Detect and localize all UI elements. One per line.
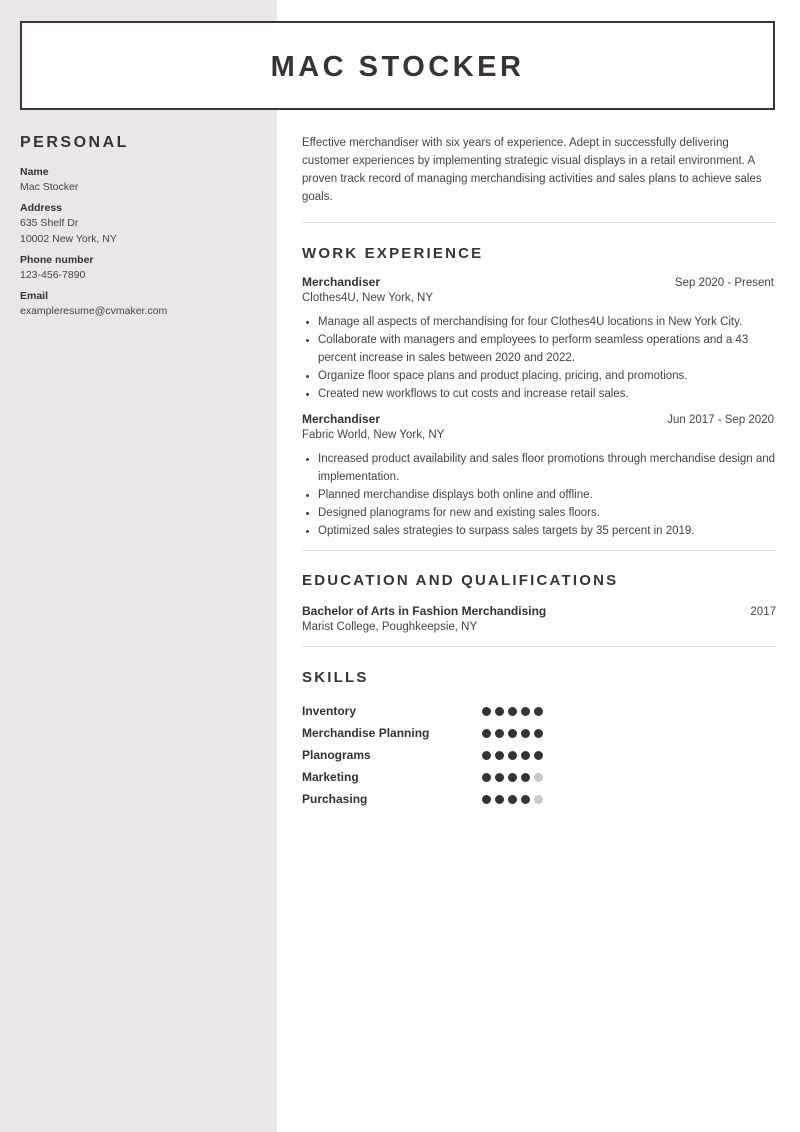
skill-row — [302, 722, 776, 744]
name-label: Name — [20, 166, 49, 178]
degree-name: Bachelor of Arts in Fashion Merchandising — [302, 604, 547, 618]
rating-dot-filled — [534, 751, 543, 760]
address-label: Address — [20, 202, 63, 214]
job-bullets — [302, 450, 776, 540]
job-date: Jun 2017 - Sep 2020 — [667, 414, 774, 426]
skill-name: Merchandise Planning — [302, 726, 430, 740]
rating-dot-filled — [495, 751, 504, 760]
address-line-2: 10002 New York, NY — [20, 233, 117, 245]
work-experience-section — [302, 245, 776, 551]
phone-value: 123-456-7890 — [20, 269, 86, 281]
job-title: Merchandiser — [302, 275, 381, 289]
skill-row — [302, 700, 776, 722]
rating-dot-filled — [508, 751, 517, 760]
skill-name: Inventory — [302, 704, 357, 718]
skill-row — [302, 788, 776, 810]
education-section — [302, 551, 776, 647]
personal-section — [20, 134, 265, 325]
school-name: Marist College, Poughkeepsie, NY — [302, 621, 478, 633]
work-experience-title: WORK EXPERIENCE — [302, 245, 484, 262]
skills-section — [302, 647, 776, 810]
education-year: 2017 — [750, 606, 776, 618]
address-line-1: 635 Shelf Dr — [20, 217, 79, 229]
personal-title: PERSONAL — [20, 134, 129, 151]
email-value: exampleresume@cvmaker.com — [20, 305, 168, 317]
name-value: Mac Stocker — [20, 181, 79, 193]
bullet-item: • Created new workflows to cut costs and increase retail sales. — [318, 385, 776, 403]
rating-dot-filled — [508, 729, 517, 738]
rating-dot-filled — [482, 751, 491, 760]
skill-rating — [482, 795, 543, 804]
rating-dot-filled — [508, 795, 517, 804]
education-title: EDUCATION AND QUALIFICATIONS — [302, 572, 619, 589]
rating-dot-filled — [521, 729, 530, 738]
personal-phone — [20, 253, 265, 283]
rating-dot-filled — [482, 729, 491, 738]
skills-list — [302, 700, 776, 810]
job-date: Sep 2020 - Present — [674, 277, 774, 289]
personal-email — [20, 289, 265, 319]
rating-dot-filled — [495, 795, 504, 804]
rating-dot-filled — [495, 773, 504, 782]
rating-dot-filled — [534, 729, 543, 738]
bullet-item: • Planned merchandise displays both online and offline. — [318, 486, 776, 504]
rating-dot-filled — [521, 751, 530, 760]
skill-rating — [482, 751, 543, 760]
name-header — [20, 21, 775, 110]
email-label: Email — [20, 290, 49, 302]
skill-row — [302, 744, 776, 766]
rating-dot-filled — [521, 773, 530, 782]
skill-name: Purchasing — [302, 792, 368, 806]
personal-name — [20, 165, 265, 195]
rating-dot-empty — [534, 795, 543, 804]
job-company: Fabric World, New York, NY — [302, 429, 445, 441]
rating-dot-filled — [495, 729, 504, 738]
skills-title: SKILLS — [302, 669, 369, 686]
rating-dot-filled — [521, 795, 530, 804]
rating-dot-empty — [534, 773, 543, 782]
rating-dot-filled — [482, 773, 491, 782]
bullet-item: • Designed planograms for new and existing sales floors. — [318, 504, 776, 522]
phone-label: Phone number — [20, 254, 94, 266]
rating-dot-filled — [508, 707, 517, 716]
skill-rating — [482, 729, 543, 738]
bullet-item: • Optimized sales strategies to surpass sales targets by 35 percent in 2019. — [318, 522, 776, 540]
skill-name: Planograms — [302, 748, 371, 762]
job-entry — [302, 274, 776, 403]
summary-text: Effective merchandiser with six years of experience. Adept in successfully delivering customer experiences by implementing strategic visual displays in a retail environment. A proven track record of managing merchandising activities and sales plans to achieve sales goals. — [302, 134, 776, 223]
skill-rating — [482, 773, 543, 782]
rating-dot-filled — [521, 707, 530, 716]
job-entry — [302, 411, 776, 540]
job-title: Merchandiser — [302, 412, 381, 426]
rating-dot-filled — [508, 773, 517, 782]
skill-row — [302, 766, 776, 788]
candidate-name: MAC STOCKER — [270, 51, 525, 83]
skill-name: Marketing — [302, 770, 359, 784]
rating-dot-filled — [534, 707, 543, 716]
rating-dot-filled — [482, 707, 491, 716]
job-company: Clothes4U, New York, NY — [302, 292, 434, 304]
personal-address — [20, 201, 265, 247]
skill-rating — [482, 707, 543, 716]
rating-dot-filled — [495, 707, 504, 716]
bullet-item: • Increased product availability and sales floor promotions through merchandise design and implementation. — [318, 450, 776, 486]
bullet-item: • Organize floor space plans and product placing, pricing, and promotions. — [318, 367, 776, 385]
job-bullets — [302, 313, 776, 403]
bullet-item: • Collaborate with managers and employees to perform seamless operations and a 43 percent increase in sales between 2020 and 2022. — [318, 331, 776, 367]
rating-dot-filled — [482, 795, 491, 804]
bullet-item: • Manage all aspects of merchandising for four Clothes4U locations in New York City. — [318, 313, 776, 331]
main-content — [302, 134, 776, 810]
